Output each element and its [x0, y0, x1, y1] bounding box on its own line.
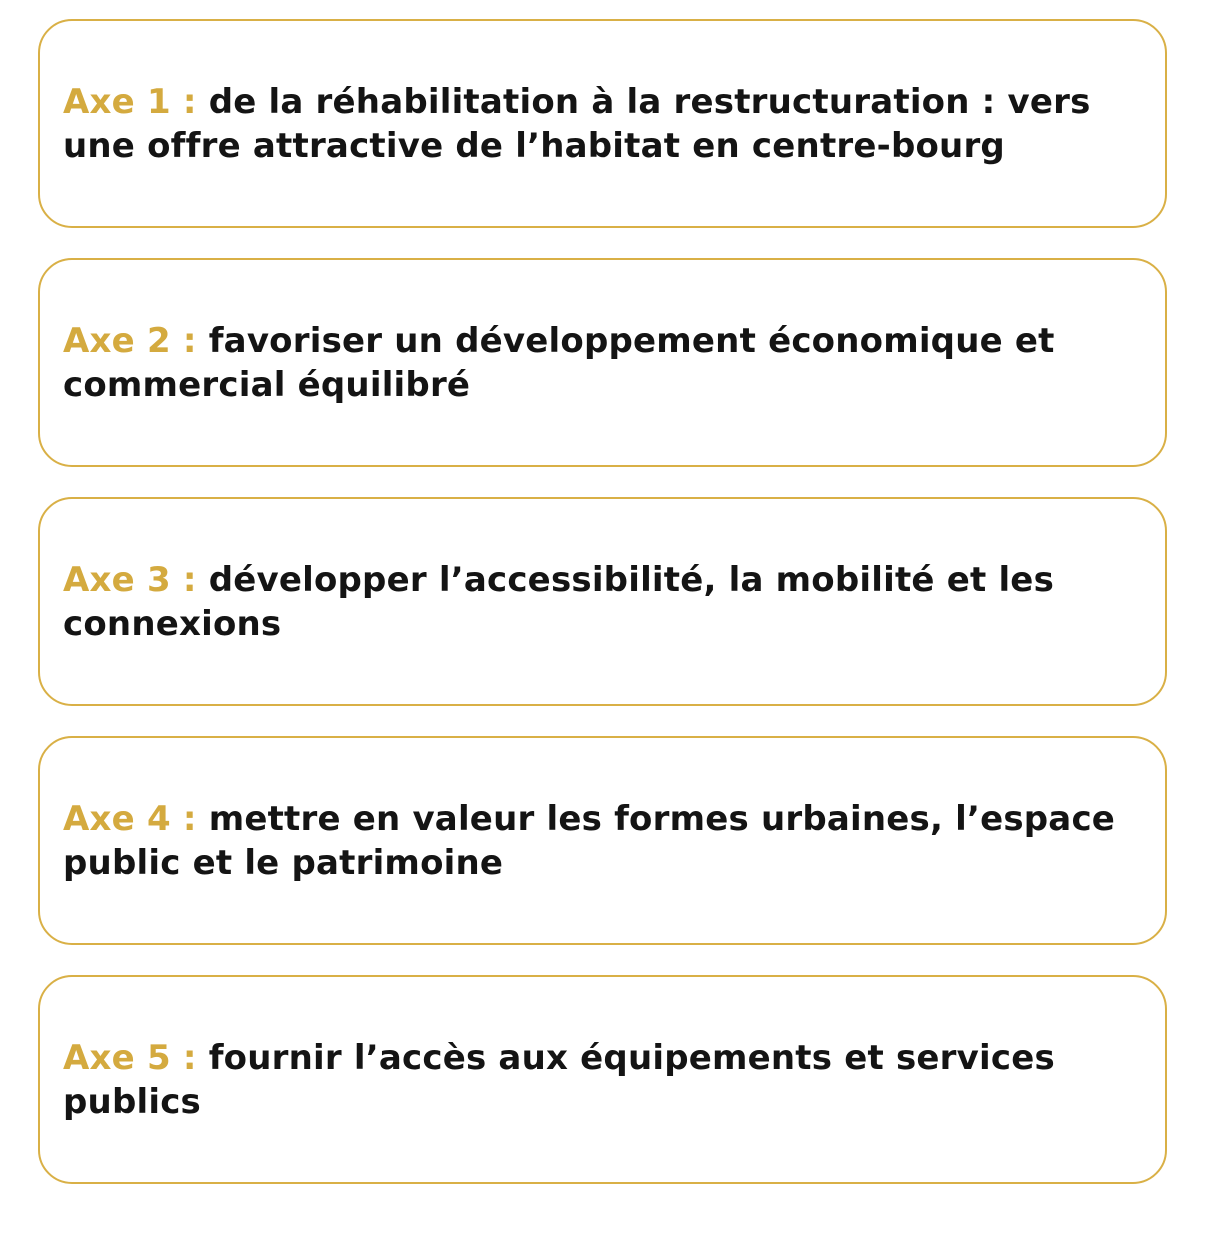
axe-description-4: mettre en valeur les formes urbaines, l’espace public et le patrimoine [63, 799, 1116, 883]
axe-label-1: Axe 1 : [63, 82, 197, 122]
axe-description-1: de la réhabilitation à la restructuration : vers une offre attractive de l’habitat en centre-bourg [63, 82, 1091, 166]
axe-label-2: Axe 2 : [63, 321, 197, 361]
axe-label-4: Axe 4 : [63, 799, 197, 839]
axe-card-4 [38, 736, 1167, 945]
axe-text-4 [63, 797, 1141, 885]
axes-list [38, 19, 1167, 1214]
axe-text-1 [63, 80, 1141, 168]
axe-description-5: fournir l’accès aux équipements et services publics [63, 1038, 1055, 1122]
axe-description-3: développer l’accessibilité, la mobilité et les connexions [63, 560, 1055, 644]
axe-card-1 [38, 19, 1167, 228]
axe-description-2: favoriser un développement économique et commercial équilibré [63, 321, 1055, 405]
axe-text-5 [63, 1036, 1141, 1124]
axe-text-3 [63, 558, 1141, 646]
axe-label-5: Axe 5 : [63, 1038, 197, 1078]
axe-text-2 [63, 319, 1141, 407]
axe-card-5 [38, 975, 1167, 1184]
axe-card-2 [38, 258, 1167, 467]
axe-card-3 [38, 497, 1167, 706]
axe-label-3: Axe 3 : [63, 560, 197, 600]
